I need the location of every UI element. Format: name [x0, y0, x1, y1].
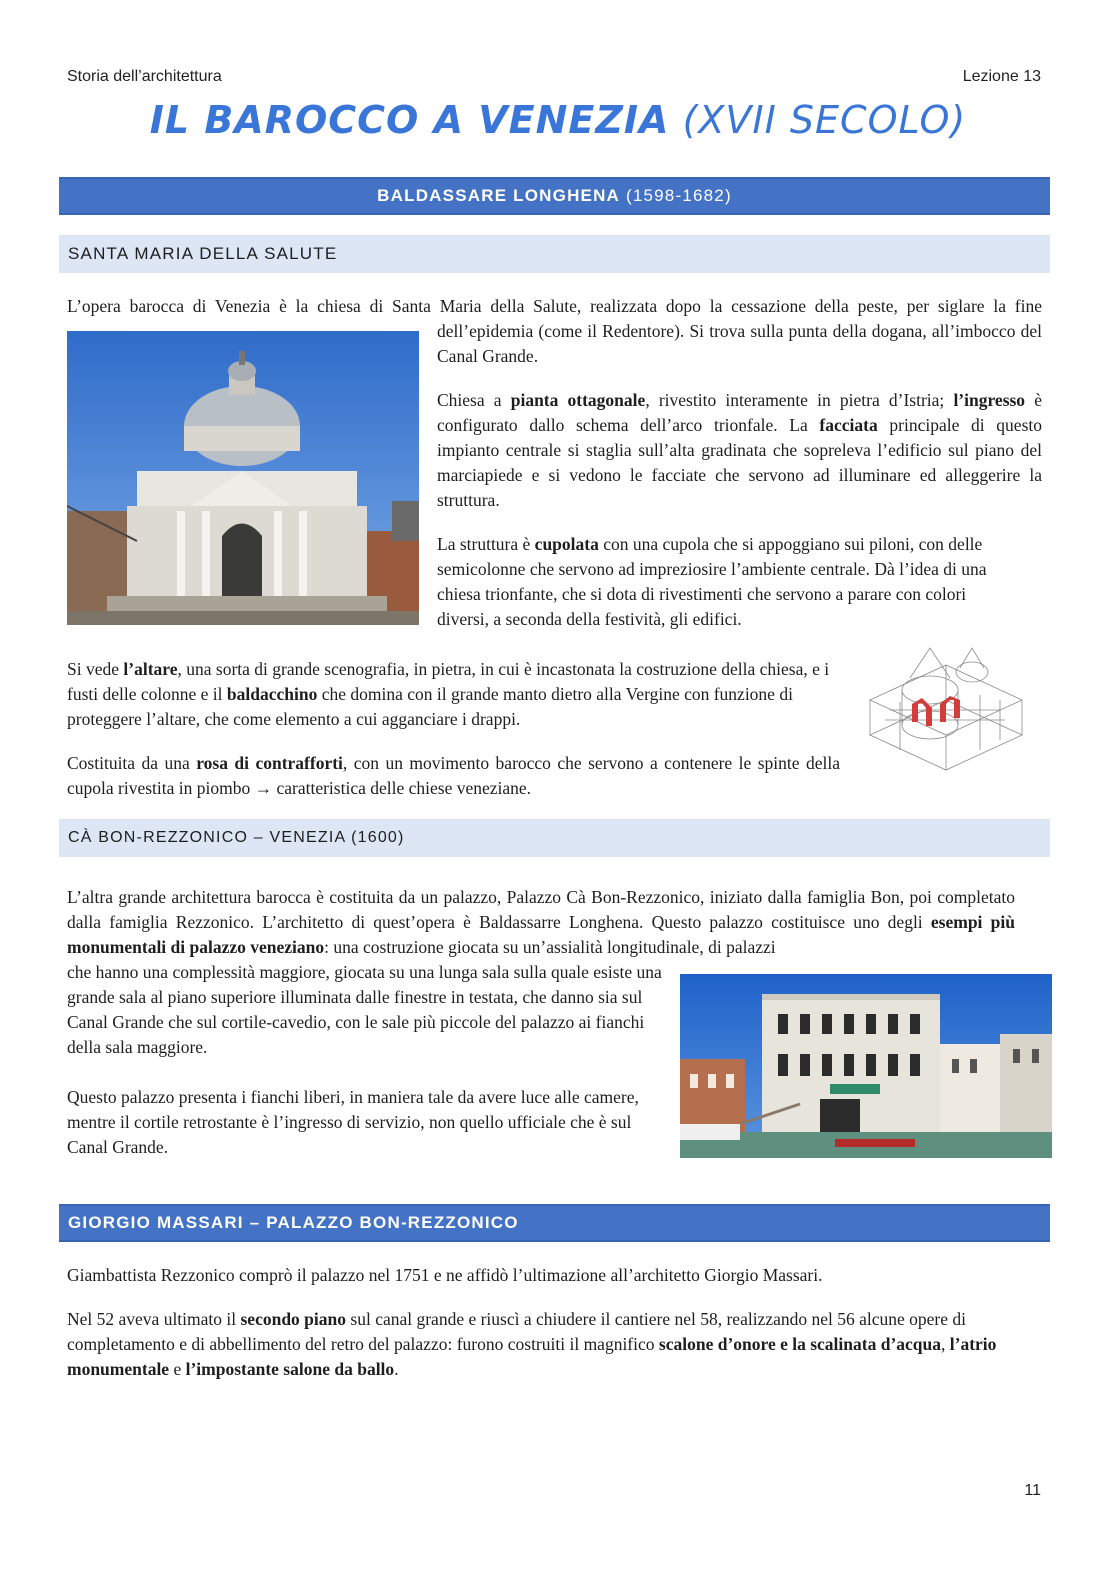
text: La struttura è — [437, 534, 535, 554]
page-title-sub: (XVII SECOLO) — [682, 98, 967, 142]
subsection-bar-rezzonico — [59, 819, 1050, 857]
salute-paragraph-5 — [67, 751, 840, 801]
salute-paragraph-2 — [437, 388, 1042, 513]
salute-paragraph-1: dell’epidemia (come il Redentore). Si trova sulla punta della dogana, all’imbocco del Canal Grande. — [437, 321, 1042, 366]
text: . — [394, 1359, 399, 1379]
rezzonico-paragraph-2: Questo palazzo presenta i fianchi liberi, in maniera tale da avere luce alle camere, mentre il cortile retrostante è l’ingresso di servizio, non quello ufficiale che è sul Canal Grande. — [67, 1087, 639, 1157]
architect-name: BALDASSARE LONGHENA — [377, 186, 621, 205]
text: e — [169, 1359, 186, 1379]
text: con una cupola che si appoggiano sui piloni, con delle semicolonne che servono ad impreziosire l’ambiente centrale. Dà l’idea di una chiesa trionfante, che si dota di rivestimenti che servono a parare con colori diversi, a seconda della festività, gli edifici. — [437, 534, 987, 629]
lesson-label: Lezione 13 — [962, 68, 1041, 85]
bold-text: cupolata — [534, 534, 599, 554]
bold-text: l’altare — [123, 659, 178, 679]
bold-text: pianta ottagonale — [510, 390, 646, 410]
bold-text: l’ingresso — [953, 390, 1026, 410]
course-title: Storia dell’architettura — [67, 68, 222, 85]
text: , rivestito interamente in pietra d’Istria; — [645, 390, 954, 410]
section-heading: GIORGIO MASSARI – PALAZZO BON-REZZONICO — [68, 1213, 519, 1232]
text: : una costruzione giocata su un’assialità longitudinale, di palazzi — [324, 937, 776, 957]
salute-axonometric-diagram — [860, 640, 1032, 785]
section-bar-massari — [59, 1204, 1050, 1242]
bold-text: l’impostante salone da ballo — [185, 1359, 395, 1379]
bold-text: esempi più monumentali di palazzo veneziano — [67, 912, 1015, 957]
text: Costituita da una — [67, 753, 197, 773]
massari-paragraph-1: Giambattista Rezzonico comprò il palazzo nel 1751 e ne affidò l’ultimazione all’architetto Giorgio Massari. — [67, 1265, 823, 1285]
text: Si vede — [67, 659, 124, 679]
text: , una sorta di grande scenografia, in pietra, in cui è incastonata la costruzione della chiesa, e i fusti delle colonne e il — [67, 659, 830, 704]
text: L’altra grande architettura barocca è costituita da un palazzo, Palazzo Cà Bon-Rezzonico, iniziato dalla famiglia Bon, poi completato dalla famiglia Rezzonico. L’architetto di quest’opera è Baldassarre Longhena. Questo palazzo costituisce uno degli — [67, 887, 1015, 932]
text: principale di questo impianto centrale si staglia sull’alta gradinata che sopreleva l’edificio sul piano del marciapiede e si vedono le facciate che servono ad illuminare ed alleggerire la struttura. — [437, 415, 1042, 510]
text: sul canal grande e riuscì a chiudere il cantiere nel 58, realizzando nel 56 alcune opere di completamento e di abbellimento del retro del palazzo: furono costruiti il magnifico — [67, 1309, 967, 1354]
rezzonico-paragraph-1-continued: che hanno una complessità maggiore, giocata su una lunga sala sulla quale esiste una grande sala al piano superiore illuminata dalle finestre in testata, che danno sia sul Canal Grande che sul cortile-cavedio, con le sale più piccole del palazzo ai fianchi della sala maggiore. — [67, 962, 662, 1057]
salute-paragraph-1-line1: L’opera barocca di Venezia è la chiesa di Santa Maria della Salute, realizzata dopo la cessazione della peste, per siglare la fine — [67, 296, 1042, 316]
bold-text: baldacchino — [226, 684, 318, 704]
subsection-heading: CÀ BON-REZZONICO – VENEZIA (1600) — [68, 829, 405, 846]
subsection-bar-salute — [59, 235, 1050, 273]
text: è configurato dallo schema dell’arco trionfale. La — [437, 390, 1042, 435]
page-title — [0, 98, 1116, 142]
page-number: 11 — [1024, 1482, 1041, 1499]
salute-paragraph-3 — [437, 532, 1017, 632]
ca-rezzonico-photo — [680, 974, 1052, 1158]
section-bar-longhena — [59, 177, 1050, 215]
page-title-main: IL BAROCCO A VENEZIA — [149, 98, 670, 142]
text: Nel 52 aveva ultimato il — [67, 1309, 241, 1329]
salute-church-photo — [67, 331, 419, 625]
subsection-heading: SANTA MARIA DELLA SALUTE — [68, 244, 338, 263]
salute-paragraph-4 — [67, 657, 832, 732]
bold-text: l’atrio monumentale — [67, 1334, 997, 1379]
text: , — [941, 1334, 950, 1354]
bold-text: facciata — [819, 415, 878, 435]
massari-paragraph-2 — [67, 1307, 1022, 1382]
bold-text: scalone d’onore e la scalinata d’acqua — [658, 1334, 942, 1354]
text: Chiesa a — [437, 390, 511, 410]
architect-dates: (1598-1682) — [625, 186, 732, 205]
bold-text: rosa di contrafforti — [196, 753, 343, 773]
text: , con un movimento barocco che servono a contenere le spinte della cupola rivestita in piombo → caratteristica delle chiese veneziane. — [67, 753, 840, 798]
rezzonico-paragraph-1 — [67, 885, 1015, 960]
bold-text: secondo piano — [240, 1309, 347, 1329]
text: che domina con il grande manto dietro alla Vergine con funzione di proteggere l’altare, che come elemento a cui agganciare i drappi. — [67, 684, 793, 729]
